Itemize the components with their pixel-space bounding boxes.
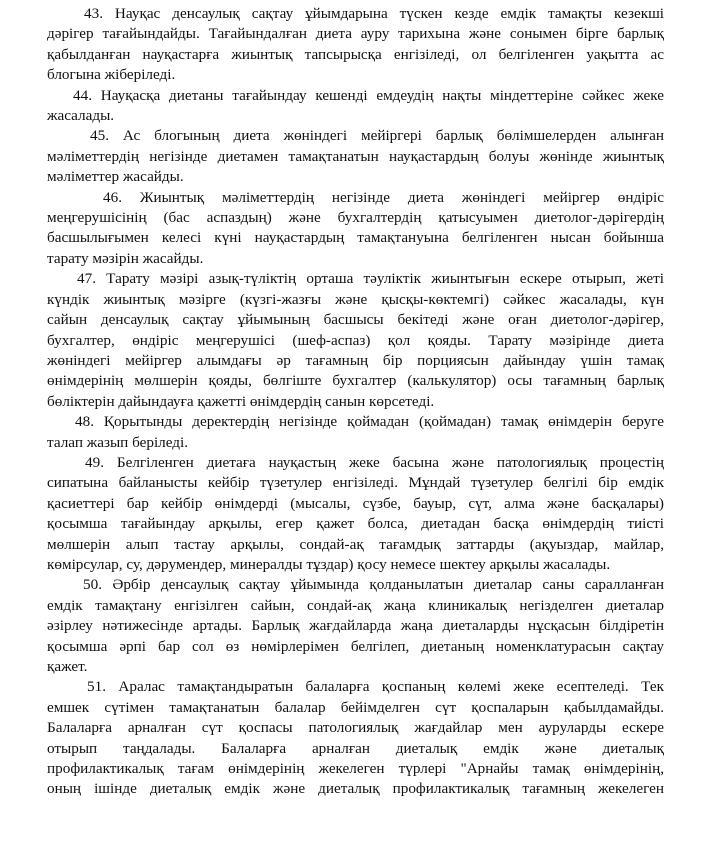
paragraph-47 [47, 269, 664, 412]
paragraph-line: отырып таңдалады. Балаларға арналған диеталық емдік және диеталық [47, 739, 664, 757]
paragraph-line: сипатына байланысты кейбір түзетулер енгізіледі. Мұндай түзетулер белгілі бір емдік [47, 474, 664, 492]
paragraph-line: дәрігер тағайындайды. Тағайындалған диета ауру тарихына және сонымен бірге барлық [47, 25, 664, 43]
paragraph-line: блогына жіберіледі. [47, 66, 176, 84]
paragraph-line: мәліметтер жасайды. [47, 168, 184, 186]
paragraph-line: 48. Қорытынды деректердің негізінде қоймадан (қоймадан) тамақ өнімдерін беруге [75, 413, 664, 431]
paragraph-line: меңгерушісінің (бас аспаздың) және бухгалтердің қатысуымен диетолог-дәрігердің [47, 209, 664, 227]
paragraph-50 [47, 575, 664, 677]
paragraph-line: қабылданған науқастарға жиынтық тапсырысқа енгізіледі, ол белгіленген уақытта ас [47, 45, 664, 63]
paragraph-line: Балаларға арналған сүт қоспасы патологиялық жағдайлар мен ауруларды ескере [47, 719, 664, 737]
paragraph-51 [47, 677, 664, 799]
paragraph-45 [47, 126, 664, 187]
paragraph-line: 43. Науқас денсаулық сақтау ұйымдарына түскен кезде емдік тамақты кезекші [84, 5, 664, 22]
paragraph-line: емшек сүтімен тамақтанатын балалар бейімделген сүт қоспаларын қабылдамайды. [47, 698, 664, 716]
paragraph-line: 44. Науқасқа диетаны тағайындау кешенді емдеудің нақты міндеттеріне сәйкес жеке [73, 86, 664, 104]
paragraph-line: әзірлеу нәтижесінде артады. Барлық жағдайларда жаңа диеталарды нұсқасын білдіретін [47, 617, 664, 635]
paragraph-line: қосымша тағайындау арқылы, егер қажет болса, диетадан басқа өнімдердің тиісті [47, 515, 664, 533]
paragraph-line: басшылығымен келесі күні науқастардың тамақтануына белгіленген нысан бойынша [47, 229, 664, 247]
paragraph-line: 47. Тарату мәзірі азық-түліктің орташа тәуліктік жиынтығын ескере отырып, жеті [77, 270, 664, 288]
paragraph-line: жөніндегі мейіргер алымдағы әр тағамның бір порциясын дайындау үшін тамақ [47, 351, 664, 369]
paragraph-line: 46. Жиынтық мәліметтердің негізінде диета жөніндегі мейіргер өндіріс [103, 188, 664, 206]
paragraph-line: мәліметтердің негізінде диетамен тамақтанатын науқастардың болуы жөнінде жиынтық [47, 147, 664, 165]
paragraph-line: оның ішінде диеталық емдік және диеталық профилактикалық тағамның жекелеген [47, 780, 664, 798]
paragraph-48 [47, 412, 664, 453]
paragraph-line: тарату мәзірін жасайды. [47, 249, 204, 267]
paragraph-line: сайын денсаулық сақтау ұйымының басшысы бекітеді және оған диетолог-дәрігер, [47, 311, 664, 329]
paragraph-line: бухгалтер, өндіріс меңгерушісі (шеф-аспаз) қол қояды. Тарату мәзірінде диета [47, 331, 664, 349]
paragraph-46 [47, 188, 664, 270]
paragraph-line: 50. Әрбір денсаулық сақтау ұйымында қолданылатын диеталар саны саралланған [83, 576, 664, 594]
paragraph-line: көмірсулар, су, дәрумендер, минералды тұздар) қосу немесе шектеу арқылы жасалады. [47, 555, 611, 573]
paragraph-line: өнімдерінің мөлшерін қояды, бөлгіште бухгалтер (калькулятор) осы тағамның барлық [47, 372, 664, 390]
paragraph-line: талап жазып беріледі. [47, 433, 189, 451]
paragraph-49 [47, 453, 664, 575]
paragraph-line: 49. Белгіленген диетаға науқастың жеке басына және патологиялық процестің [85, 453, 664, 471]
paragraph-line: жасалады. [47, 107, 115, 125]
paragraph-43 [47, 4, 664, 86]
paragraph-line: күндік жиынтық мәзірге (күзгі-жазғы және қысқы-көктемгі) сәйкес жасалады, күн [47, 290, 664, 308]
paragraph-line: профилактикалық тағам өнімдерінің жекелеген түрлері "Арнайы тамақ өнімдерінің, [47, 760, 664, 778]
paragraph-line: емдік тамақтану енгізілген сайын, сондай-ақ жаңа клиникалық негізделген диеталар [47, 596, 664, 614]
paragraph-44 [47, 86, 664, 127]
paragraph-line: қасиеттері бар кейбір өнімдерді (мысалы, сүзбе, бауыр, сүт, алма және басқалары) [47, 494, 664, 512]
paragraph-line: қосымша әрпі бар сол өз нөмірлерімен белгілеп, диетаның номенклатурасын сақтау [47, 637, 664, 655]
paragraph-line: бөліктерін дайындауға қажетті өнімдердің санын көрсетеді. [47, 392, 435, 410]
paragraph-line: 51. Аралас тамақтандыратын балаларға қоспаның көлемі жеке есептеледі. Тек [87, 678, 664, 696]
paragraph-line: мөлшерін алып тастау арқылы, сондай-ақ тағамдық заттарды (ақуыздар, майлар, [47, 535, 664, 553]
paragraph-line: 45. Ас блогының диета жөніндегі мейіргері барлық бөлімшелерден алынған [90, 127, 664, 145]
paragraph-line: қажет. [47, 658, 88, 675]
